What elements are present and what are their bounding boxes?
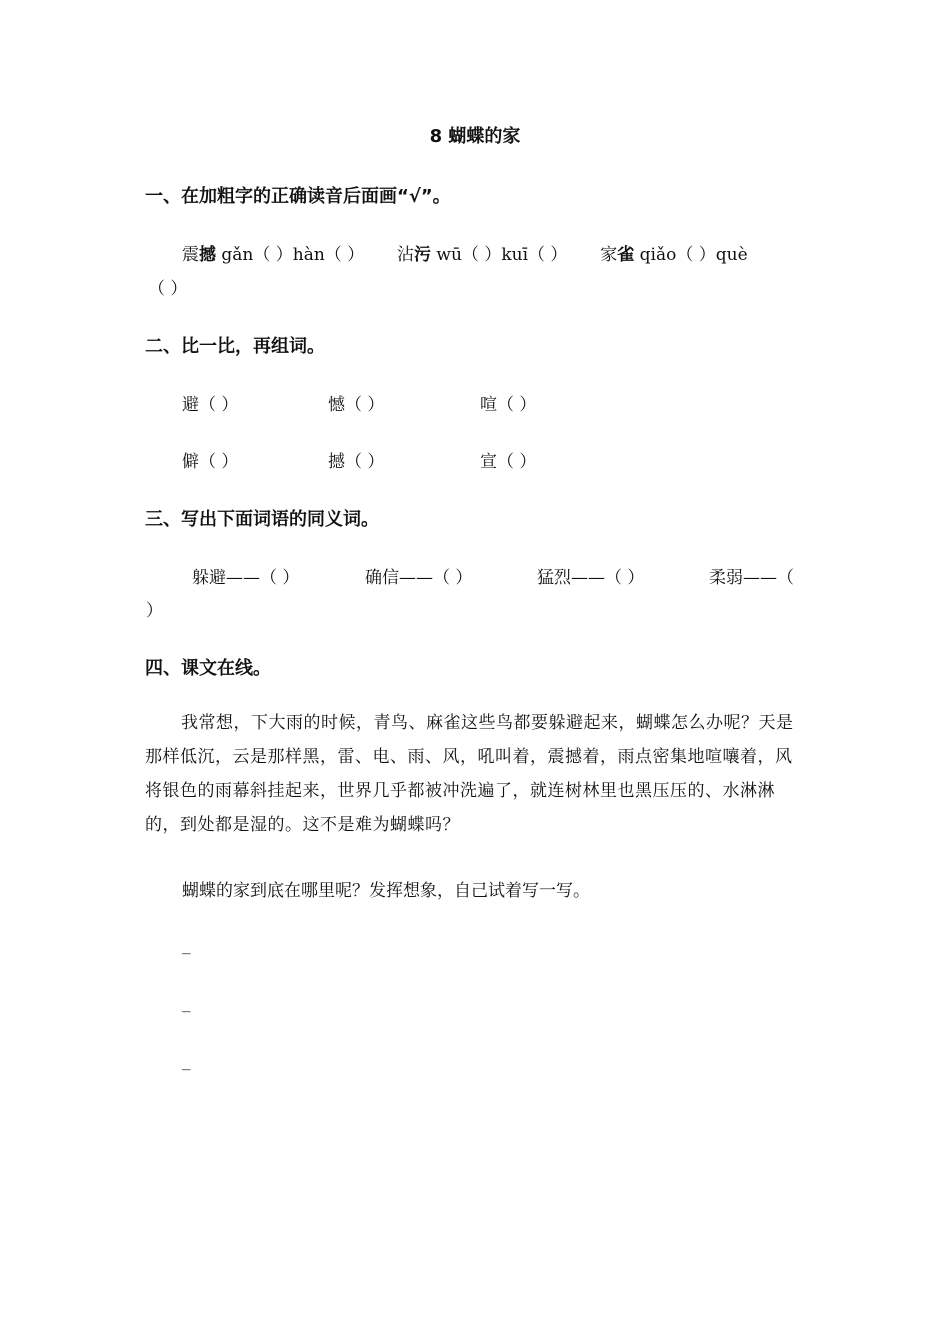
pronunciation-item: 沾污 wū（ ）kuī（ ）: [397, 245, 568, 265]
pronunciation-item: 家雀 qiǎo（ ）què: [600, 245, 748, 265]
pronunciation-item: 震撼 gǎn（ ）hàn（ ）: [182, 245, 365, 265]
section-2-heading: 二、比一比，再组词。: [145, 336, 325, 357]
section-4-heading: 四、课文在线。: [145, 658, 271, 679]
synonym-item: 柔弱——（: [709, 568, 794, 588]
pronunciation-wrap: （ ）: [148, 279, 188, 299]
compare-row-2-item: 宣（ ）: [480, 452, 537, 472]
compare-row-1-item: 憾（ ）: [328, 395, 385, 415]
compare-row-2-item: 撼（ ）: [328, 452, 385, 472]
answer-line: _: [182, 935, 191, 955]
compare-row-2-item: 僻（ ）: [182, 452, 239, 472]
synonym-item: 猛烈——（ ）: [537, 568, 645, 588]
section-3-heading: 三、写出下面词语的同义词。: [145, 509, 379, 530]
section-1-heading: 一、在加粗字的正确读音后面画“√”。: [145, 186, 451, 207]
writing-prompt: 蝴蝶的家到底在哪里呢？发挥想象，自己试着写一写。: [182, 881, 590, 901]
synonym-item: 确信——（ ）: [365, 568, 473, 588]
synonym-wrap: ）: [146, 601, 163, 621]
answer-line: _: [182, 993, 191, 1013]
compare-row-1-item: 喧（ ）: [480, 395, 537, 415]
page-title: 8 蝴蝶的家: [429, 126, 521, 147]
compare-row-1-item: 避（ ）: [182, 395, 239, 415]
synonym-item: 躲避——（ ）: [192, 568, 300, 588]
answer-line: _: [182, 1051, 191, 1071]
reading-passage: 我常想，下大雨的时候，青鸟、麻雀这些鸟都要躲避起来，蝴蝶怎么办呢？天是那样低沉，云是那样黑，雷、电、雨、风，吼叫着，震撼着，雨点密集地喧嚷着，风将银色的雨幕斜挂起来，世界几乎都被冲洗遍了，就连树林里也黑压压的、水淋淋的，到处都是湿的。这不是难为蝴蝶吗？: [145, 713, 794, 835]
pronunciation-row: [182, 240, 748, 265]
